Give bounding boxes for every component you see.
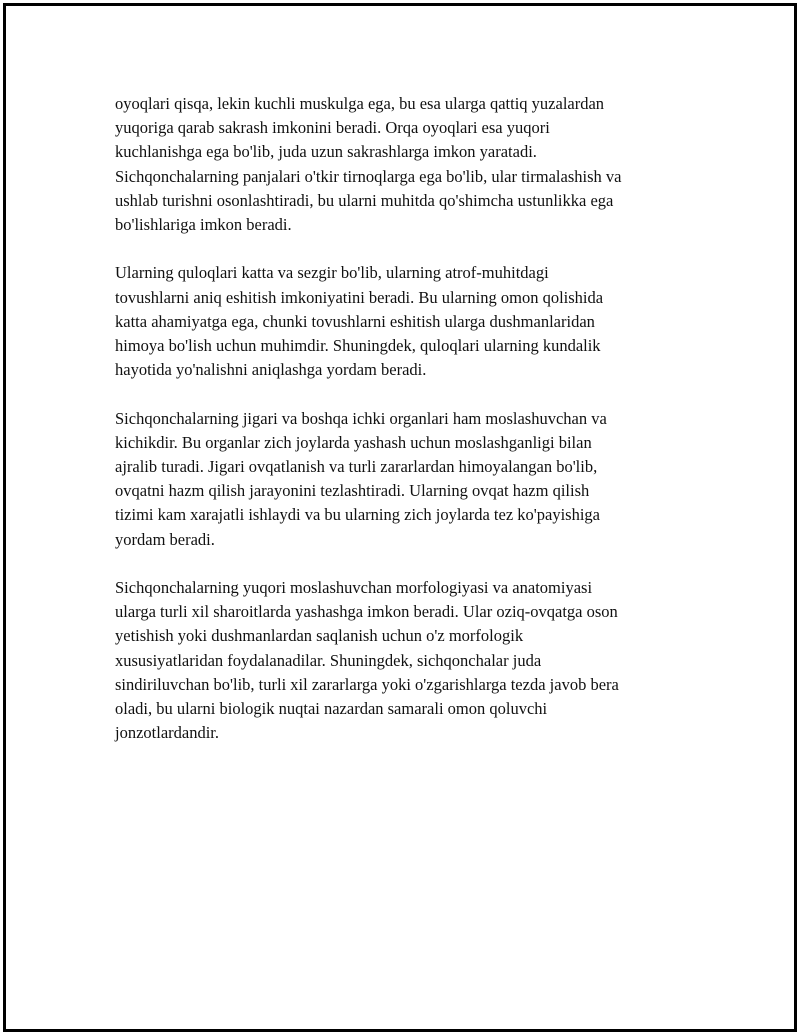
text-line: hayotida yo'nalishni aniqlashga yordam beradi. — [115, 360, 427, 380]
text-line: ovqatni hazm qilish jarayonini tezlashtiradi. Ularning ovqat hazm qilish — [115, 481, 590, 501]
text-line: himoya bo'lish uchun muhimdir. Shuningdek, quloqlari ularning kundalik — [115, 336, 601, 356]
text-line: Sichqonchalarning panjalari o'tkir tirnoqlarga ega bo'lib, ular tirmalashish va — [115, 166, 622, 186]
text-line: kuchlanishga ega bo'lib, juda uzun sakrashlarga imkon yaratadi. — [115, 142, 537, 162]
text-line: yuqoriga qarab sakrash imkonini beradi. Orqa oyoqlari esa yuqori — [115, 118, 550, 138]
paragraph-3 — [115, 407, 695, 552]
text-line: ularga turli xil sharoitlarda yashashga imkon beradi. Ular oziq-ovqatga oson — [115, 602, 618, 622]
text-line: tizimi kam xarajatli ishlaydi va bu ularning zich joylarda tez ko'payishiga — [115, 505, 600, 525]
text-line: Sichqonchalarning yuqori moslashuvchan morfologiyasi va anatomiyasi — [115, 578, 593, 598]
text-line: ajralib turadi. Jigari ovqatlanish va turli zararlardan himoyalangan bo'lib, — [115, 457, 598, 477]
document-body — [115, 92, 695, 770]
text-line: jonzotlardandir. — [115, 723, 220, 743]
paragraph-1 — [115, 92, 695, 237]
text-line: sindiriluvchan bo'lib, turli xil zararlarga yoki o'zgarishlarga tezda javob bera — [115, 674, 619, 694]
text-line: Sichqonchalarning jigari va boshqa ichki organlari ham moslashuvchan va — [115, 408, 607, 428]
paragraph-4 — [115, 576, 695, 745]
paragraph-2 — [115, 261, 695, 382]
text-line: katta ahamiyatga ega, chunki tovushlarni eshitish ularga dushmanlaridan — [115, 311, 595, 331]
text-line: tovushlarni aniq eshitish imkoniyatini beradi. Bu ularning omon qolishida — [115, 287, 604, 307]
text-line: Ularning quloqlari katta va sezgir bo'lib, ularning atrof-muhitdagi — [115, 263, 549, 283]
text-line: oladi, bu ularni biologik nuqtai nazardan samarali omon qoluvchi — [115, 699, 548, 719]
text-line: ushlab turishni osonlashtiradi, bu ularni muhitda qo'shimcha ustunlikka ega — [115, 190, 614, 210]
text-line: bo'lishlariga imkon beradi. — [115, 215, 292, 235]
text-line: yordam beradi. — [115, 529, 215, 549]
text-line: xususiyatlaridan foydalanadilar. Shuningdek, sichqonchalar juda — [115, 650, 542, 670]
text-line: kichikdir. Bu organlar zich joylarda yashash uchun moslashganligi bilan — [115, 432, 592, 452]
text-line: oyoqlari qisqa, lekin kuchli muskulga ega, bu esa ularga qattiq yuzalardan — [115, 94, 605, 113]
text-line: yetishish yoki dushmanlardan saqlanish uchun o'z morfologik — [115, 626, 524, 646]
